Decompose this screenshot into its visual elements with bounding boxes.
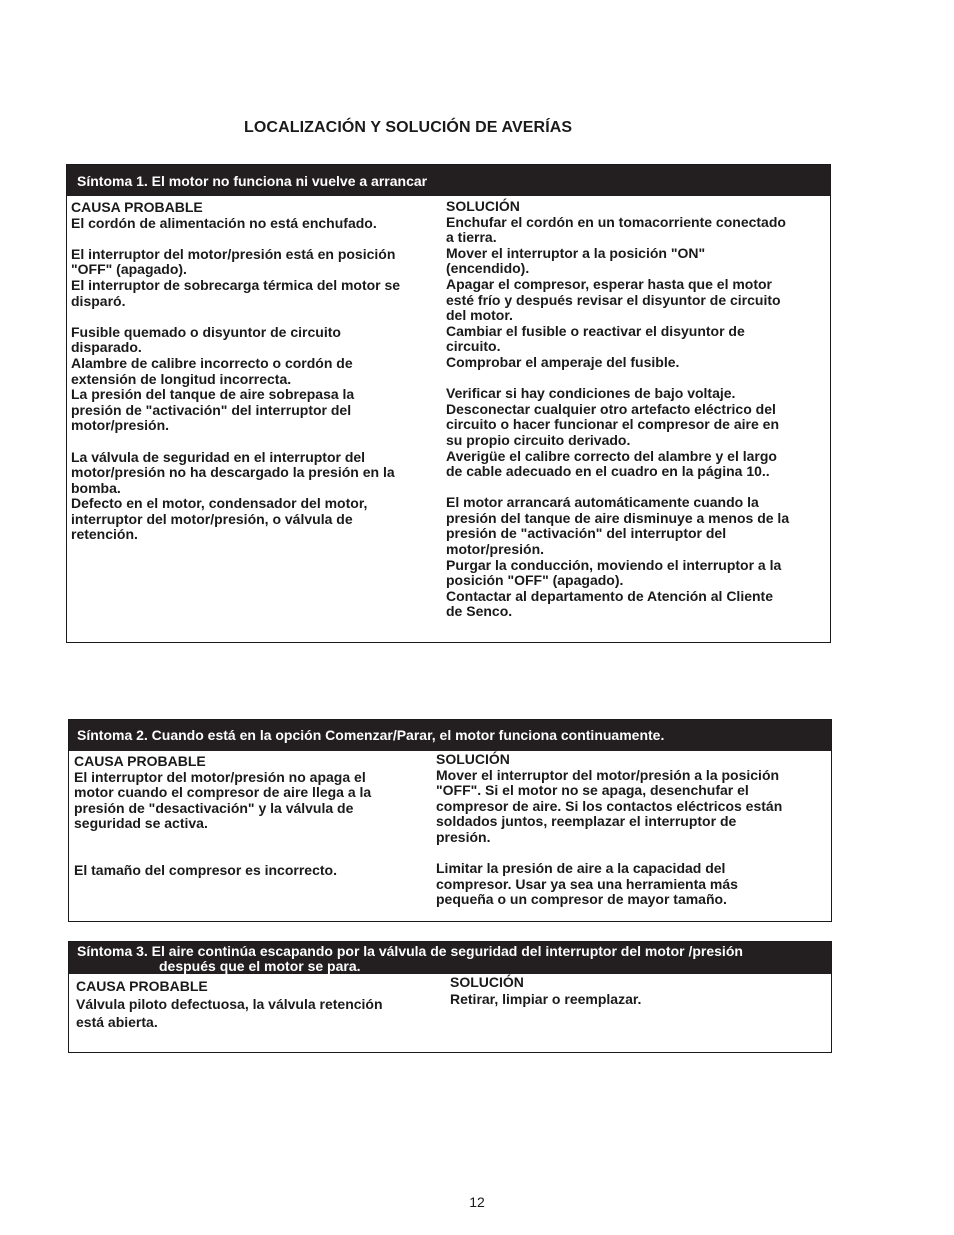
symptom-1-solutions [446,199,789,620]
solution-line: El motor arrancará automáticamente cuando la [446,494,759,511]
cause-line: está abierta. [76,1014,158,1030]
page-number: 12 [469,1194,485,1210]
solution-line: Cambiar el fusible o reactivar el disyuntor de [446,322,745,339]
cause-line: bomba. [71,479,121,496]
cause-line: El tamaño del compresor es incorrecto. [74,862,337,879]
solution-line: motor/presión. [446,541,545,558]
solution-line: compresor de aire. Si los contactos eléctricos están [436,797,783,814]
solution-label: SOLUCIÓN [446,198,520,214]
solution-line: pequeña o un compresor de mayor tamaño. [436,891,727,908]
symptom-2-causes [74,754,371,879]
symptom-2-solutions [436,752,782,908]
solution-line: su propio circuito derivado. [446,431,631,448]
symptom-2-table [68,719,832,922]
solution-line: Contactar al departamento de Atención al Cliente [446,587,773,604]
solution-line: Retirar, limpiar o reemplazar. [450,991,642,1007]
solution-line: a tierra. [446,229,497,246]
solution-line: presión. [436,828,491,845]
cause-line: El interruptor del motor/presión no apaga el [74,768,366,785]
cause-line: presión de "activación" del interruptor del [71,401,352,418]
cause-line: El interruptor de sobrecarga térmica del motor se [71,276,401,293]
solution-line: de Senco. [446,603,513,620]
solution-line: esté frío y después revisar el disyuntor de circuito [446,291,781,308]
solution-line: del motor. [446,307,513,324]
cause-line: Fusible quemado o disyuntor de circuito [71,323,341,340]
page-title: LOCALIZACIÓN Y SOLUCIÓN DE AVERÍAS [244,119,573,136]
cause-line: La válvula de seguridad en el interruptor del [71,448,366,465]
cause-label: CAUSA PROBABLE [74,753,206,769]
cause-line: seguridad se activa. [74,815,208,832]
solution-line: Desconectar cualquier otro artefacto eléctrico del [446,400,776,417]
symptom-2-header: Síntoma 2. Cuando está en la opción Comenzar/Parar, el motor funciona continuamente. [69,720,831,751]
symptom-3-header [69,942,831,974]
solution-line: Mover el interruptor del motor/presión a la posición [436,766,780,783]
solution-line: Limitar la presión de aire a la capacidad del [436,860,726,877]
cause-line: "OFF" (apagado). [71,261,187,278]
solution-line: Verificar si hay condiciones de bajo voltaje. [446,385,736,402]
solution-line: Averigüe el calibre correcto del alambre y el largo [446,447,777,464]
solution-line: posición "OFF" (apagado). [446,572,624,589]
solution-line: presión del tanque de aire disminuye a menos de la [446,509,790,526]
symptom-1-causes [71,200,400,543]
cause-line: El cordón de alimentación no está enchufado. [71,214,377,231]
solution-line: "OFF". Si el motor no se apaga, desenchufar el [436,782,749,799]
cause-line: presión de "desactivación" y la válvula de [74,799,354,816]
cause-line: El interruptor del motor/presión está en posición [71,245,396,262]
solution-line: circuito. [446,338,501,355]
symptom-1-header: Síntoma 1. El motor no funciona ni vuelve a arrancar [67,165,830,196]
cause-line: motor/presión no ha descargado la presión en la [71,464,395,481]
symptom-3-causes [76,977,383,1031]
cause-line: retención. [71,526,138,543]
symptom-1-table [66,164,831,643]
solution-line: Comprobar el amperaje del fusible. [446,353,680,370]
cause-line: disparó. [71,292,126,309]
cause-label: CAUSA PROBABLE [71,199,203,215]
solution-line: compresor. Usar ya sea una herramienta más [436,875,738,892]
cause-line: extensión de longitud incorrecta. [71,370,292,387]
solution-label: SOLUCIÓN [450,974,524,990]
solution-line: circuito o hacer funcionar el compresor de aire en [446,416,779,433]
solution-line: Enchufar el cordón en un tomacorriente conectado [446,213,786,230]
cause-line: Válvula piloto defectuosa, la válvula retención [76,996,383,1012]
solution-line: Purgar la conducción, moviendo el interruptor a la [446,556,782,573]
cause-line: disparado. [71,339,142,356]
solution-line: (encendido). [446,260,530,277]
solution-line: Apagar el compresor, esperar hasta que el motor [446,275,773,292]
symptom-3-header-line1: Síntoma 3. El aire continúa escapando por la válvula de seguridad del interruptor del motor /presión [77,943,743,959]
solution-line: Mover el interruptor a la posición "ON" [446,244,706,261]
cause-line: Defecto en el motor, condensador del motor, [71,495,368,512]
cause-line: La presión del tanque de aire sobrepasa la [71,386,355,403]
solution-line: presión de "activación" del interruptor del [446,525,727,542]
solution-line: de cable adecuado en el cuadro en la página 10.. [446,463,770,480]
cause-line: motor/presión. [71,417,170,434]
solution-line: soldados juntos, reemplazar el interruptor de [436,813,737,830]
cause-line: motor cuando el compresor de aire llega a la [74,784,372,801]
cause-label: CAUSA PROBABLE [76,978,208,994]
symptom-3-table [68,941,832,1053]
cause-line: Alambre de calibre incorrecto o cordón de [71,354,353,371]
cause-line: interruptor del motor/presión, o válvula de [71,510,353,527]
symptom-3-header-line2: después que el motor se para. [159,958,361,974]
solution-label: SOLUCIÓN [436,751,510,767]
symptom-3-solutions [450,974,641,1008]
